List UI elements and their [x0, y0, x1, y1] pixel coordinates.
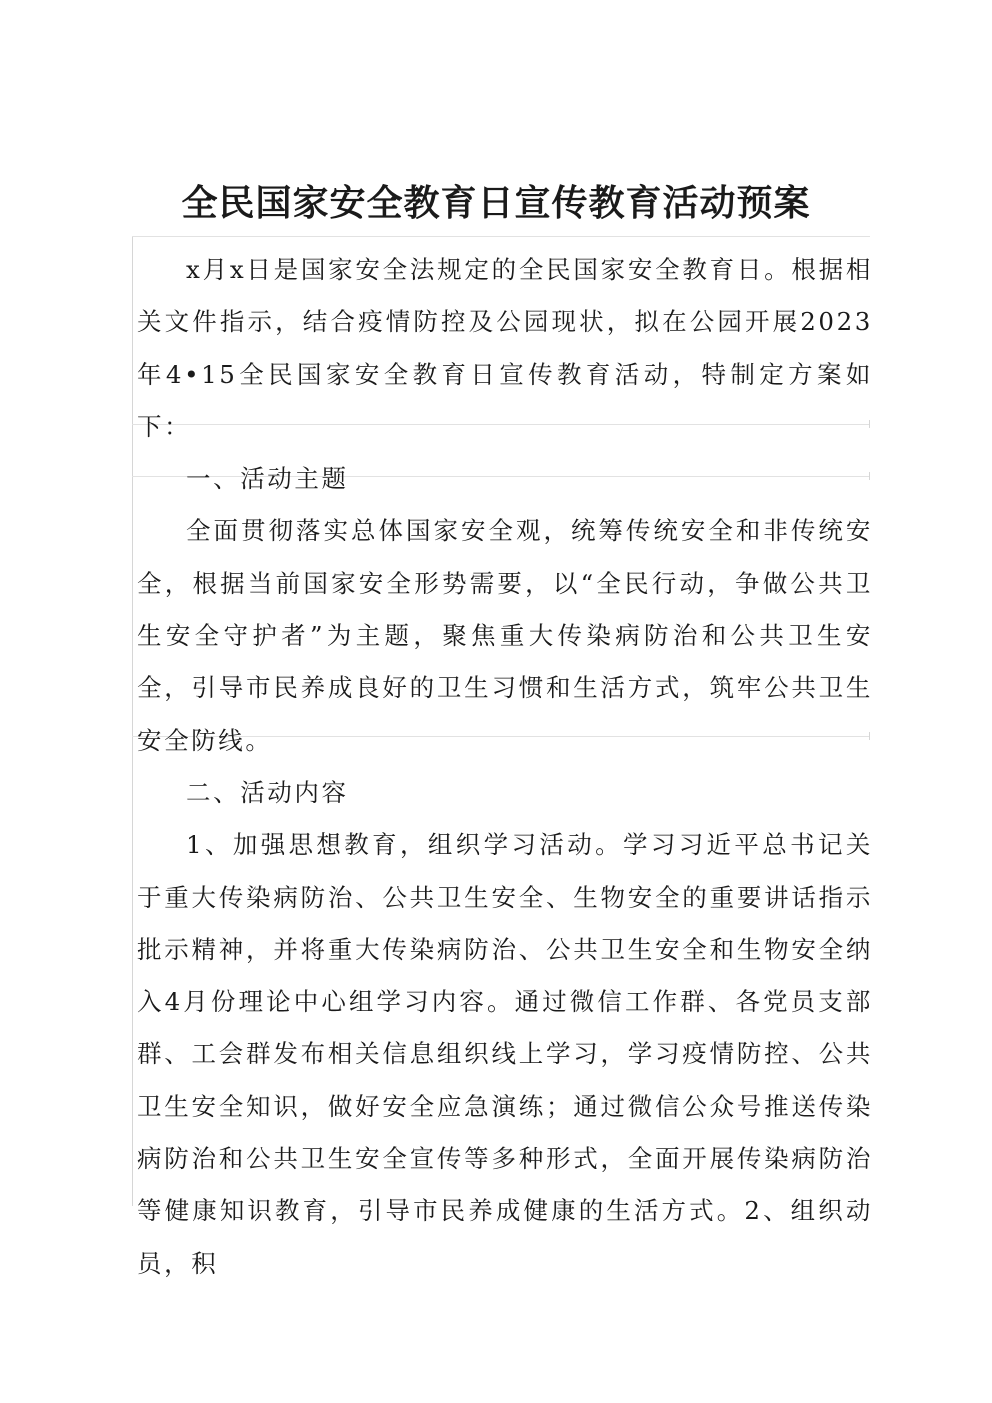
- section-heading-theme: 一、活动主题: [186, 464, 349, 494]
- content-paragraph: 1、加强思想教育，组织学习活动。学习习近平总书记关于重大传染病防治、公共卫生安全、生物安全的重要讲话指示批示精神，并将重大传染病防治、公共卫生安全和生物安全纳入4月份理论中心组学习内容。通过微信工作群、各党员支部群、工会群发布相关信息组织线上学习，学习疫情防控、公共卫生安全知识，做好安全应急演练；通过微信公众号推送传染病防治和公共卫生安全宣传等多种形式，全面开展传染病防治等健康知识教育，引导市民养成健康的生活方式。2、组织动员，积: [137, 830, 873, 1278]
- section-divider: [132, 236, 870, 237]
- document-title: 全民国家安全教育日宣传教育活动预案: [181, 183, 811, 224]
- theme-paragraph: 全面贯彻落实总体国家安全观，统筹传统安全和非传统安全，根据当前国家安全形势需要，以“全民行动，争做公共卫生安全守护者”为主题，聚焦重大传染病防治和公共卫生安全，引导市民养成良好的卫生习惯和生活方式，筑牢公共卫生安全防线。: [137, 516, 873, 755]
- left-margin-line: [132, 236, 133, 1206]
- intro-paragraph: x月x日是国家安全法规定的全民国家安全教育日。根据相关文件指示，结合疫情防控及公园现状，拟在公园开展2023年4•15全民国家安全教育日宣传教育活动，特制定方案如下：: [137, 255, 873, 441]
- document-body: [137, 244, 873, 1290]
- section-heading-content: 二、活动内容: [186, 777, 349, 807]
